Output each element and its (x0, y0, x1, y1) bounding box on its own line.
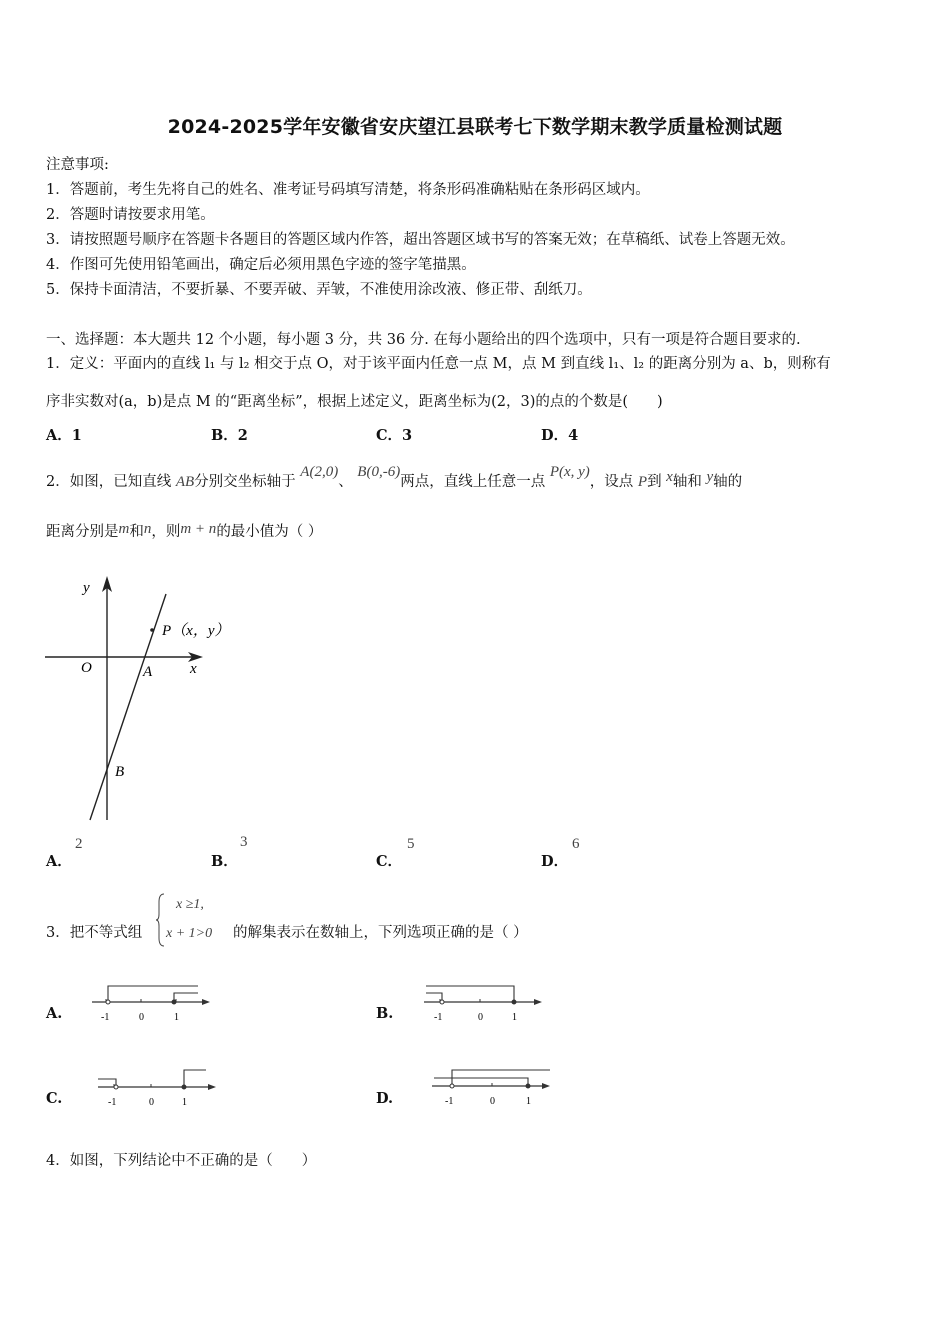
q3-line1-tail: 的解集表示在数轴上，下列选项正确的是（ ） (233, 925, 528, 941)
q3-option-c: C. (46, 1090, 63, 1107)
q2-text: ，则 (151, 524, 181, 540)
notice-heading: 注意事项: (46, 157, 109, 173)
point-b-label: B (115, 764, 125, 780)
page-title: 2024-2025学年安徽省安庆望江县联考七下数学期末教学质量检测试题 (167, 116, 783, 138)
math-p: P (637, 474, 648, 490)
q3-option-b: B. (376, 1005, 394, 1022)
q2-text: 两点，直线上任意一点 (400, 474, 546, 490)
line-ab (90, 594, 166, 820)
math-ab: AB (175, 474, 195, 490)
q2-text: 轴和 (672, 474, 702, 490)
q3-line1 (46, 921, 142, 942)
q1-option-c: C．3 (376, 427, 413, 444)
point-a-label: A (143, 664, 153, 680)
q1-option-d: D．4 (541, 427, 579, 444)
q2-text: 分别交坐标轴于 (194, 474, 296, 490)
math-point-a: A(2,0) (300, 464, 339, 480)
q2-line1 (46, 464, 743, 491)
point-p-label: P（x，y） (162, 623, 230, 639)
y-label: y (83, 580, 90, 596)
q2-text: 到 (647, 474, 662, 490)
q2-option-d-value: 6 (572, 836, 580, 852)
notice-item: 4．作图可先使用铅笔画出，确定后必须用黑色字迹的签字笔描黑。 (46, 257, 476, 273)
math-x: x (666, 469, 673, 485)
x-label: x (190, 661, 197, 677)
tick-label: 1 (182, 1097, 187, 1108)
math-y: y (706, 469, 714, 485)
q2-option-b-value: 3 (240, 834, 248, 850)
tick-label: 0 (149, 1097, 154, 1108)
q1-option-b: B．2 (211, 427, 248, 444)
point-p-dot (150, 628, 154, 632)
q3-option-d: D. (376, 1090, 394, 1107)
tick-label: 1 (512, 1012, 517, 1023)
option-letter: D． (541, 853, 569, 870)
option-letter: A． (46, 853, 72, 870)
math-m: m (118, 521, 130, 537)
q2-option-c (376, 850, 402, 871)
q2-text: 、 (338, 474, 353, 490)
option-letter: C． (376, 853, 403, 870)
tick-label: 0 (478, 1012, 483, 1023)
tick-label: 0 (139, 1012, 144, 1023)
q2-option-b (211, 850, 238, 871)
q2-option-a (46, 850, 72, 871)
notice-item: 2．答题时请按要求用笔。 (46, 207, 215, 223)
q3-option-a: A. (46, 1005, 63, 1022)
system-line-1: x ≥1, (176, 897, 204, 912)
q1-line1: 1．定义：平面内的直线 l₁ 与 l₂ 相交于点 O，对于该平面内任意一点 M，点 M 到直线 l₁、l₂ 的距离分别为 a、b，则称有 (46, 356, 831, 372)
q4-number: 4． (46, 1153, 70, 1169)
origin-label: O (81, 660, 92, 676)
notice-item: 5．保持卡面清洁，不要折暴、不要弄破、弄皱，不准使用涂改液、修正带、刮纸刀。 (46, 282, 592, 298)
q3-number: 3． (46, 925, 70, 941)
number-line-b (420, 980, 550, 1025)
q2-option-a-value: 2 (75, 836, 83, 852)
tick-label: -1 (101, 1012, 110, 1023)
tick-label: -1 (434, 1012, 443, 1023)
q4-line1 (46, 1149, 316, 1170)
q2-text: 的最小值为（ ） (216, 524, 323, 540)
option-letter: B． (211, 853, 238, 870)
q2-line2 (46, 520, 322, 541)
tick-label: 0 (490, 1096, 495, 1107)
q2-text: 如图，已知直线 (69, 474, 172, 490)
notice-item: 3．请按照题号顺序在答题卡各题目的答题区域内作答，超出答题区域书写的答案无效；在草稿纸、试卷上答题无效。 (46, 232, 795, 248)
system-line-2: x + 1>0 (166, 926, 213, 941)
q4-text: 如图，下列结论中不正确的是（ ） (69, 1153, 317, 1169)
section-heading: 一、选择题：本大题共 12 个小题，每小题 3 分，共 36 分. 在每小题给出的四个选项中，只有一项是符合题目要求的. (46, 332, 801, 348)
q2-option-d (541, 850, 568, 871)
q1-line2: 序非实数对(a，b)是点 M 的“距离坐标”，根据上述定义，距离坐标为(2，3)的点的个数是( ) (46, 394, 663, 410)
q1-option-a: A．1 (46, 427, 82, 444)
tick-label: 1 (526, 1096, 531, 1107)
q2-number: 2． (46, 474, 70, 490)
number-line-d (428, 1064, 558, 1109)
notice-item: 1．答题前，考生先将自己的姓名、准考证号码填写清楚，将条形码准确粘贴在条形码区域内。 (46, 182, 650, 198)
math-m-plus-n: m + n (180, 521, 217, 537)
q2-figure (40, 572, 260, 827)
q2-text: 距离分别是 (46, 524, 119, 540)
math-n: n (143, 521, 152, 537)
system-brace (156, 892, 166, 948)
q3-text: 把不等式组 (69, 925, 143, 941)
number-line-c (94, 1066, 224, 1111)
tick-label: -1 (108, 1097, 117, 1108)
math-point-p: P(x, y) (549, 464, 590, 480)
number-line-a (88, 980, 218, 1025)
q2-text: 轴的 (713, 474, 743, 490)
q2-text: 和 (129, 524, 144, 540)
math-point-b: B(0,-6) (357, 464, 401, 480)
q2-option-c-value: 5 (407, 836, 415, 852)
q2-text: ，设点 (589, 474, 634, 490)
tick-label: -1 (445, 1096, 454, 1107)
tick-label: 1 (174, 1012, 179, 1023)
